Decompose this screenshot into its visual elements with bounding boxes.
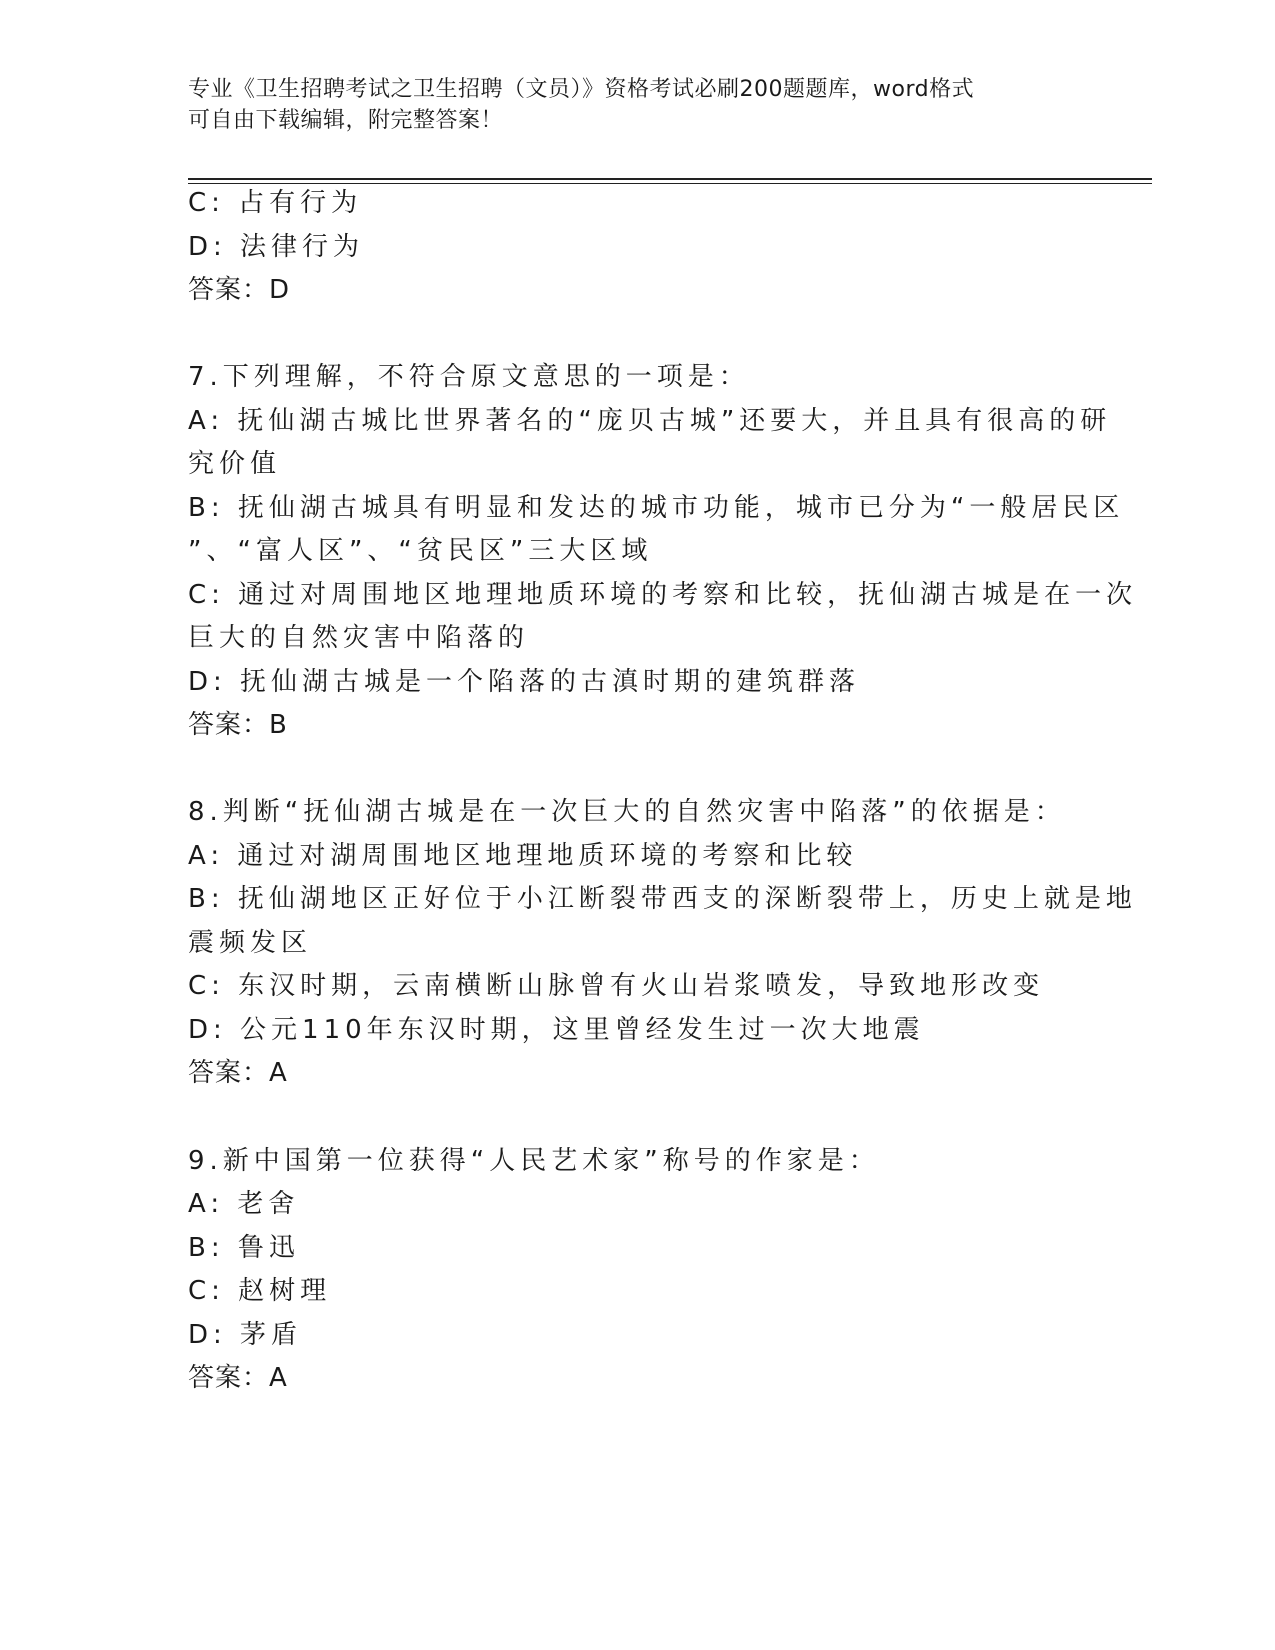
q7-option-c-line-1: C: 通过对周围地区地理地质环境的考察和比较，抚仙湖古城是在一次 <box>188 580 1138 610</box>
q8-answer: 答案：A <box>188 1058 288 1088</box>
q9-option-a: A: 老舍 <box>188 1189 300 1219</box>
q7-option-b-line-1: B: 抚仙湖古城具有明显和发达的城市功能，城市已分为“一般居民区 <box>188 493 1125 523</box>
q8-option-b-line-2: 震频发区 <box>188 928 313 958</box>
document-header <box>188 74 1068 136</box>
q7-option-a-line-2: 究价值 <box>188 449 282 479</box>
header-title-line-1: 专业《卫生招聘考试之卫生招聘（文员）》资格考试必刷200题题库，word格式 <box>188 77 975 102</box>
q7-option-b-line-2: ”、“富人区”、“贫民区”三大区域 <box>188 536 653 566</box>
q8-option-a: A: 通过对湖周围地区地理地质环境的考察和比较 <box>188 841 858 871</box>
q9-option-c: C: 赵树理 <box>188 1276 332 1306</box>
q7-stem: 7.下列理解，不符合原文意思的一项是： <box>188 362 750 392</box>
header-divider-thick <box>188 178 1152 180</box>
q8-option-c: C: 东汉时期，云南横断山脉曾有火山岩浆喷发，导致地形改变 <box>188 971 1045 1001</box>
q7-answer: 答案：B <box>188 710 288 740</box>
q9-answer: 答案：A <box>188 1363 288 1393</box>
q8-option-d: D: 公元110年东汉时期，这里曾经发生过一次大地震 <box>188 1015 925 1045</box>
q9-option-b: B: 鲁迅 <box>188 1233 300 1263</box>
header-divider-thin <box>188 183 1152 184</box>
header-title-line-2: 可自由下载编辑，附完整答案！ <box>188 108 504 133</box>
q7-option-c-line-2: 巨大的自然灾害中陷落的 <box>188 623 530 653</box>
q9-stem: 9.新中国第一位获得“人民艺术家”称号的作家是： <box>188 1146 880 1176</box>
q9-option-d: D: 茅盾 <box>188 1320 303 1350</box>
q8-option-b-line-1: B: 抚仙湖地区正好位于小江断裂带西支的深断裂带上，历史上就是地 <box>188 884 1137 914</box>
prev-option-c: C: 占有行为 <box>188 188 363 218</box>
q7-option-a-line-1: A: 抚仙湖古城比世界著名的“庞贝古城”还要大，并且具有很高的研 <box>188 406 1112 436</box>
prev-answer: 答案：D <box>188 275 291 305</box>
q8-stem: 8.判断“抚仙湖古城是在一次巨大的自然灾害中陷落”的依据是： <box>188 797 1066 827</box>
prev-option-d: D: 法律行为 <box>188 232 365 262</box>
q7-option-d: D: 抚仙湖古城是一个陷落的古滇时期的建筑群落 <box>188 667 861 697</box>
